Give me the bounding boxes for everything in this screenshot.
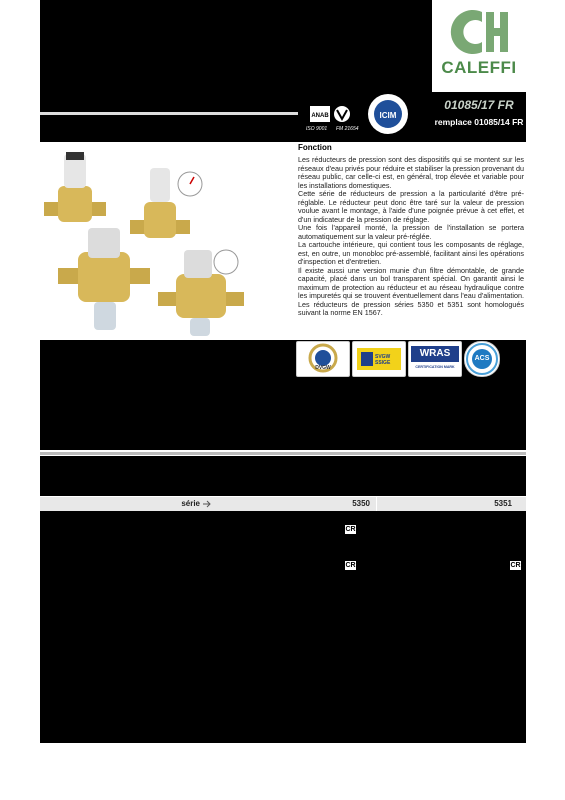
dvgw-badge: DVGW — [296, 341, 350, 377]
section-rule — [40, 452, 526, 455]
series-table-header — [40, 497, 526, 511]
series-label: série — [181, 499, 200, 508]
function-paragraph: La cartouche intérieure, qui contient tous les composants de réglage, est, en outre, un monobloc pré-assemblé, facilitant ainsi les opérations d'inspection et d'entretien. — [298, 240, 524, 266]
series-5350: 5350 — [352, 499, 370, 508]
product-photos — [40, 142, 296, 340]
cr-mark: CR — [345, 562, 356, 569]
fm-label: FM 21654 — [336, 126, 359, 132]
function-paragraph: Cette série de réducteurs de pression a la particularité d'être pré-réglable. Le réducteur peut donc être taré sur la valeur de pression voulue avant le montage, à l'aide d'une poignée prévue à cet effet, et d'un indicateur de la pression de réglage. — [298, 189, 524, 224]
wras-badge: WRAS CERTIFICATION MARK — [408, 341, 462, 377]
quality-certificate-icon — [294, 90, 432, 142]
series-table-body — [40, 511, 526, 743]
replaces-code: remplace 01085/14 FR — [434, 117, 524, 127]
cr-mark: CR — [345, 526, 356, 533]
series-5351: 5351 — [494, 499, 512, 508]
function-paragraph: Une fois l'appareil monté, la pression de l'installation se portera automatiquement sur la valeur pré-réglée. — [298, 223, 524, 241]
approval-badges — [294, 340, 526, 376]
svg-text:ANAB: ANAB — [311, 113, 329, 119]
title-underline — [40, 112, 298, 115]
section-band — [40, 456, 526, 496]
function-title: Fonction — [298, 143, 332, 152]
pressure-reducer-image-icon — [40, 142, 296, 340]
arrow-icon — [202, 500, 212, 508]
svgw-badge: SVGW SSIGE — [352, 341, 406, 377]
document-code: 01085/17 FR — [432, 96, 526, 114]
svg-text:ICIM: ICIM — [379, 111, 397, 120]
cr-mark: CR — [510, 562, 521, 569]
function-paragraph: Il existe aussi une version munie d'un filtre démontable, de grande capacité, placé dans un bol transparent spécial. On garantit ainsi le maximum de protection au réducteur et au réseau hydraulique contre les impuretés qui se trouvent éventuellement dans l'eau d'alimentation. Les réducteurs de pression séries 5350 et 5351 sont homologués suivant la norme EN 1567. — [298, 265, 524, 317]
iso-label: ISO 9001 — [306, 126, 328, 132]
brand-name: CALEFFI — [441, 58, 517, 77]
caleffi-logo-icon — [442, 6, 514, 58]
function-body — [298, 156, 524, 318]
column-divider — [376, 497, 377, 511]
certification-logos — [294, 90, 432, 142]
content-background — [40, 400, 526, 450]
acs-badge: ACS — [464, 341, 500, 377]
function-paragraph: Les réducteurs de pression sont des dispositifs qui se montent sur les réseaux d'eau privés pour réduire et stabiliser la pression provenant du réseau public, car celle-ci est, en général, trop élevée et variable pour les installations domestiques. — [298, 155, 524, 190]
